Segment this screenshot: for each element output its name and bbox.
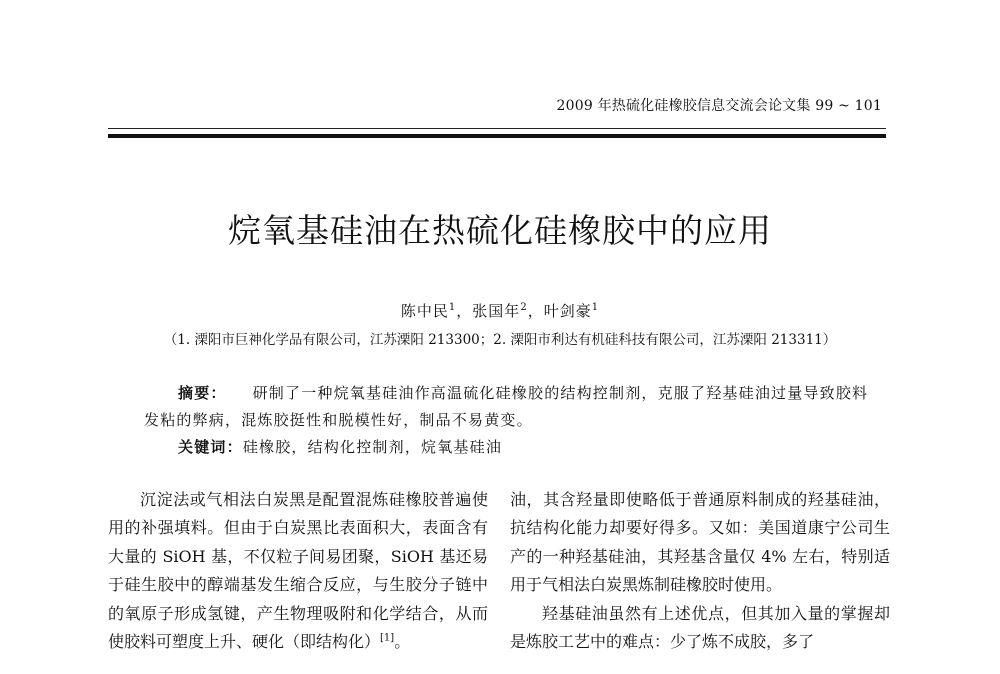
author-name: 陈中民 [400, 302, 449, 320]
keywords [178, 436, 502, 457]
keywords-label: 关键词： [178, 438, 243, 456]
author-name: 叶剑豪 [543, 302, 592, 320]
body-column-left [108, 486, 488, 656]
body-paragraph: 油，其含羟量即使略低于普通原料制成的羟基硅油，抗结构化能力却要好得多。又如：美国道康宁公司生产的一种羟基硅油，其羟基含量仅 4% 左右，特别适用于气相法白炭黑炼制硅橡胶时使用。 [510, 490, 890, 595]
header-rule-thin [108, 128, 886, 129]
header-rule-thick [108, 134, 886, 138]
body-column-right [510, 486, 890, 656]
abstract-label: 摘要： [178, 384, 227, 402]
author-line [0, 300, 1000, 321]
body-paragraph [108, 486, 488, 656]
affiliation: （1. 溧阳市巨神化学品有限公司，江苏溧阳 213300；2. 溧阳市利达有机硅科技有限公司，江苏溧阳 213311） [163, 332, 837, 348]
running-head: 2009 年热硫化硅橡胶信息交流会论文集 99 ~ 101 [556, 98, 882, 114]
author-separator: ， [527, 302, 544, 320]
author-separator: ， [456, 302, 473, 320]
body-paragraph: 羟基硅油虽然有上述优点，但其加入量的掌握却是炼胶工艺中的难点：少了炼不成胶，多了 [510, 603, 890, 652]
author-name: 张国年 [472, 302, 521, 320]
author-affil-mark: 1 [591, 302, 600, 313]
author-affil-mark: 1 [448, 302, 457, 313]
citation-ref: [1] [380, 632, 395, 644]
abstract-text: 研制了一种烷氧基硅油作高温硫化硅橡胶的结构控制剂，克服了羟基硅油过量导致胶料发粘的弊病，混炼胶挺性和脱模性好，制品不易黄变。 [144, 384, 869, 429]
abstract [144, 380, 874, 434]
author-affil-mark: 2 [520, 302, 528, 313]
paragraph-end: 。 [394, 632, 411, 652]
keywords-text: 硅橡胶，结构化控制剂，烷氧基硅油 [242, 438, 503, 456]
paragraph-text: 沉淀法或气相法白炭黑是配置混炼硅橡胶普遍使用的补强填料。但由于白炭黑比表面积大，表面含有大量的 SiOH 基，不仅粒子间易团聚，SiOH 基还易于硅生胶中的醇端基发生缩合反应，与生胶分子链中的氧原子形成氢键，产生物理吸附和化学结合，从而使胶料可塑度上升、硬化（即结构化） [108, 490, 488, 652]
paper-title: 烷氧基硅油在热硫化硅橡胶中的应用 [228, 211, 772, 250]
